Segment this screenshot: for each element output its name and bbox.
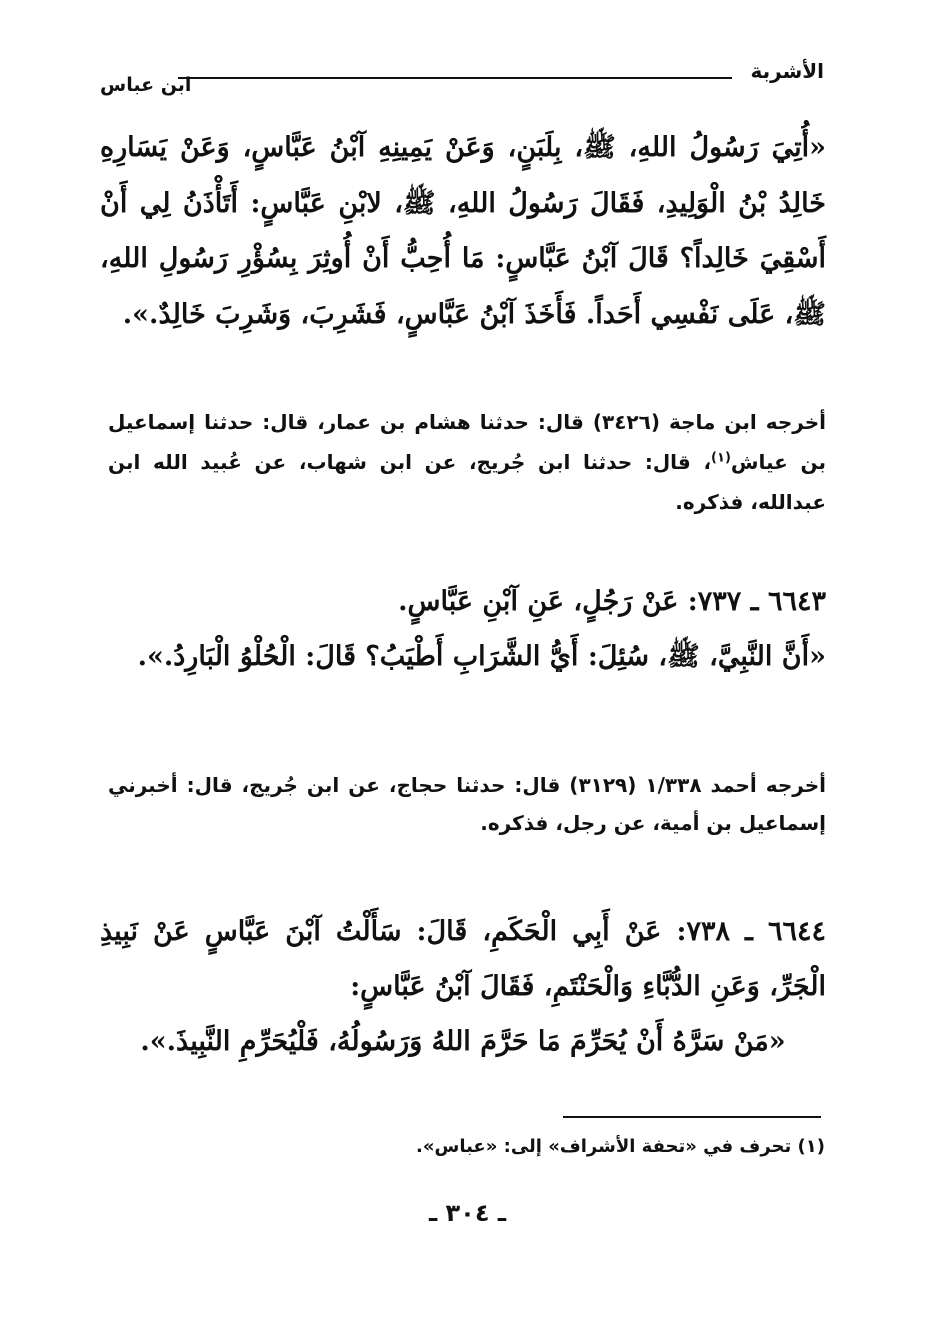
hadith-body: «أُتِيَ رَسُولُ اللهِ، ﷺ، بِلَبَنٍ، وَعَنْ يَمِينِهِ آبْنُ عَبَّاسٍ، وَعَنْ يَسَارِهِ خَالِدُ بْنُ الْوَلِيدِ، فَقَالَ رَسُولُ اللهِ، ﷺ، لابْنِ عَبَّاسٍ: أَتَأْذَنُ لِي أَنْ أَسْقِيَ خَالِداً؟ قَالَ آبْنُ عَبَّاسٍ: مَا أُحِبُّ أَنْ أُوثِرَ بِسُؤْرِ رَسُولِ اللهِ، ﷺ، عَلَى نَفْسِي أَحَداً. فَأَخَذَ آبْنُ عَبَّاسٍ، فَشَرِبَ، وَشَرِبَ خَالِدٌ.». bbox=[100, 132, 826, 330]
chapter-title: الأشربة bbox=[750, 59, 824, 83]
narrator-title: ابن عباس bbox=[100, 74, 192, 96]
page-number: ـ ٣٠٤ ـ bbox=[428, 1199, 507, 1227]
hadith-text bbox=[100, 904, 826, 1069]
footnote-marker: (١) bbox=[711, 450, 731, 466]
hadith-text bbox=[100, 574, 826, 684]
takhrij-note: أخرجه أحمد ١/٣٣٨ (٣١٢٩) قال: حدثنا حجاج، عن ابن جُريج، قال: أخبرني إسماعيل بن أمية، عن رجل، فذكره. bbox=[108, 773, 826, 835]
footnote-rule bbox=[563, 1116, 821, 1118]
header-rule bbox=[178, 77, 732, 79]
footnote: (١) تحرف في «تحفة الأشراف» إلى: «عباس». bbox=[416, 1136, 825, 1157]
hadith-text bbox=[100, 120, 826, 342]
hadith-number-chain: ٦٦٤٣ ـ ٧٣٧: عَنْ رَجُلٍ، عَنِ آبْنِ عَبَّاسٍ. bbox=[398, 586, 826, 617]
takhrij-note bbox=[108, 402, 826, 522]
takhrij-text: أخرجه ابن ماجة (٣٤٢٦) قال: حدثنا هشام بن عمار، قال: حدثنا إسماعيل بن عياش bbox=[108, 410, 826, 474]
running-header bbox=[100, 58, 824, 98]
hadith-body: «مَنْ سَرَّهُ أَنْ يُحَرِّمَ مَا حَرَّمَ اللهُ وَرَسُولُهُ، فَلْيُحَرِّمِ النَّبِيذَ.». bbox=[140, 1026, 786, 1057]
hadith-body: «أَنَّ النَّبِيَّ، ﷺ، سُئِلَ: أَيُّ الشَّرَابِ أَطْيَبُ؟ قَالَ: الْحُلْوُ الْبَارِدُ.». bbox=[137, 641, 826, 672]
hadith-number-chain: ٦٦٤٤ ـ ٧٣٨: عَنْ أَبِي الْحَكَمِ، قَالَ: سَأَلْتُ آبْنَ عَبَّاسٍ عَنْ نَبِيذِ الْجَرِّ، وَعَنِ الدُّبَّاءِ وَالْحَنْتَمِ، فَقَالَ آبْنُ عَبَّاسٍ: bbox=[100, 916, 827, 1002]
takhrij-text: ، قال: حدثنا ابن جُريج، عن ابن شهاب، عن عُبيد الله ابن عبدالله، فذكره. bbox=[108, 450, 826, 514]
